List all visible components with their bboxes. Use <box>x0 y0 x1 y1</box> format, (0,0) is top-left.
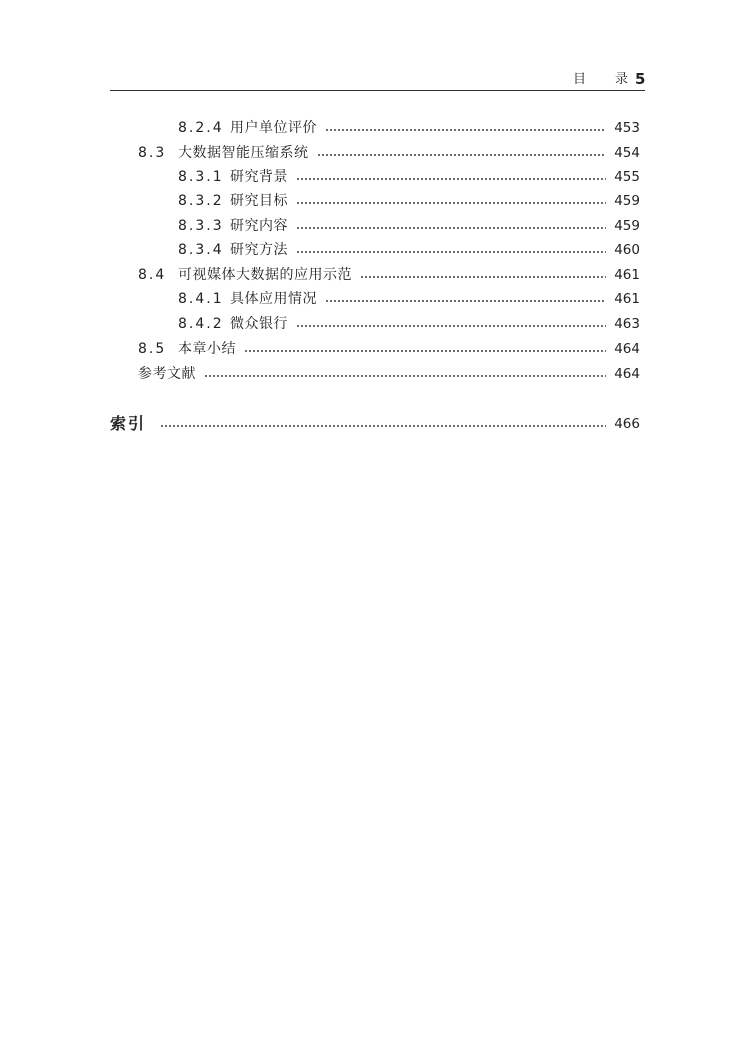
dot-leader <box>296 201 606 205</box>
dot-leader <box>296 177 606 181</box>
toc-entry-page: 464 <box>614 341 640 357</box>
toc-entry-title: 研究目标 <box>230 193 288 209</box>
toc-entry-title: 用户单位评价 <box>230 120 317 136</box>
toc-entry-number: 8.2.4 <box>178 120 224 136</box>
toc-entry[interactable] <box>110 165 640 189</box>
dot-leader <box>317 153 607 157</box>
toc-entry-title: 微众银行 <box>230 316 288 332</box>
toc-entry-number: 8.4.1 <box>178 291 224 307</box>
toc-entry-number: 8.4 <box>138 267 167 283</box>
toc-entry-references[interactable] <box>110 362 640 386</box>
toc-entry[interactable] <box>110 141 640 165</box>
toc-entry-number: 8.3 <box>138 145 167 161</box>
toc-entry-title: 大数据智能压缩系统 <box>178 145 309 161</box>
toc-entry-page: 464 <box>614 366 640 382</box>
toc-entry-number: 8.3.3 <box>178 218 224 234</box>
dot-leader <box>296 250 606 254</box>
dot-leader <box>204 374 606 378</box>
toc-entry-title: 本章小结 <box>178 341 236 357</box>
toc-entry[interactable] <box>110 116 640 140</box>
toc-entry-number: 8.3.1 <box>178 169 224 185</box>
dot-leader <box>360 275 606 279</box>
toc-index-page: 466 <box>614 416 640 432</box>
toc-entry-number: 8.3.2 <box>178 193 224 209</box>
dot-leader <box>296 226 606 230</box>
toc-index-title: 索引 <box>110 414 147 433</box>
toc-entry[interactable] <box>110 189 640 213</box>
toc-entry[interactable] <box>110 337 640 361</box>
header-page-number: 5 <box>635 70 646 88</box>
toc-entry-title: 研究方法 <box>230 242 288 258</box>
dot-leader <box>160 424 606 428</box>
toc-entry-page: 461 <box>614 267 640 283</box>
dot-leader <box>325 128 606 132</box>
toc-entry[interactable] <box>110 238 640 262</box>
running-header <box>110 70 645 91</box>
toc-entry-page: 459 <box>614 218 640 234</box>
dot-leader <box>244 349 606 353</box>
toc-entry-page: 460 <box>614 242 640 258</box>
toc-entry[interactable] <box>110 312 640 336</box>
toc-entry-page: 463 <box>614 316 640 332</box>
toc-entry-title: 参考文献 <box>138 366 196 382</box>
toc-entry[interactable] <box>110 287 640 311</box>
toc-entry-number: 8.4.2 <box>178 316 224 332</box>
toc-entry-page: 455 <box>614 169 640 185</box>
toc-entry-title: 研究背景 <box>230 169 288 185</box>
toc-entry-page: 461 <box>614 291 640 307</box>
toc-entry-number: 8.5 <box>138 341 167 357</box>
dot-leader <box>296 324 606 328</box>
toc-entry-page: 453 <box>614 120 640 136</box>
toc-entry-page: 454 <box>614 145 640 161</box>
toc-entry[interactable] <box>110 214 640 238</box>
header-label-mu: 目 <box>573 72 587 87</box>
toc-entry-title: 可视媒体大数据的应用示范 <box>178 267 352 283</box>
dot-leader <box>325 299 606 303</box>
toc-entry-title: 具体应用情况 <box>230 291 317 307</box>
toc-entry[interactable] <box>110 263 640 287</box>
toc-entry-index[interactable] <box>110 412 640 436</box>
toc-entry-page: 459 <box>614 193 640 209</box>
header-label-lu: 录 <box>615 72 629 87</box>
toc-entry-title: 研究内容 <box>230 218 288 234</box>
toc-entry-number: 8.3.4 <box>178 242 224 258</box>
